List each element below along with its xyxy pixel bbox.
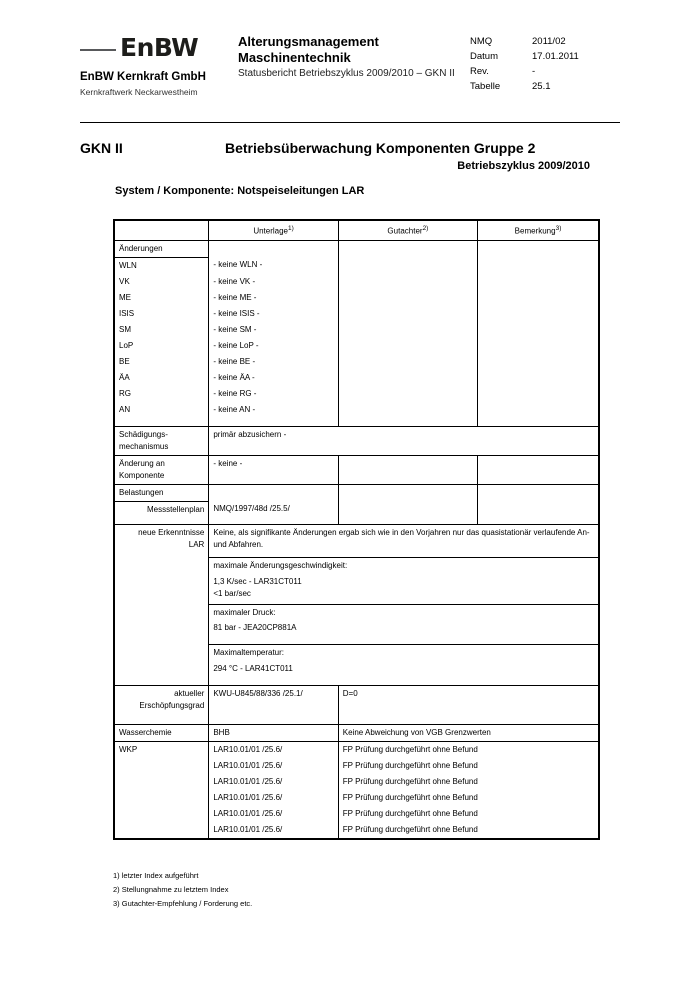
- table-row-schaedigungsmechanismus: [114, 426, 599, 455]
- cell-bemerkung: [478, 274, 599, 290]
- header-meta-block: [464, 34, 620, 94]
- cell-unterlage: - keine WLN -: [209, 257, 338, 274]
- block2-line3: <1 bar/sec: [213, 588, 251, 598]
- cell-bemerkung: [478, 338, 599, 354]
- row-label-neue-erkenntnisse: [114, 524, 209, 685]
- column-header-unterlage: [209, 220, 338, 240]
- cell-gutachter: [338, 322, 477, 338]
- table-row: [114, 322, 599, 338]
- row-label-an: AN: [114, 402, 209, 427]
- column-header-gutachter: [338, 220, 477, 240]
- cell-bemerkung: [478, 501, 599, 524]
- cell-wkp-label-blank: [114, 758, 209, 774]
- logo-dash-icon: [80, 49, 116, 51]
- table-row-belastungen: [114, 484, 599, 501]
- cell-belastung-block4: [209, 644, 599, 685]
- cell-wkp-gutachter-1: FP Prüfung durchgeführt ohne Befund: [338, 741, 599, 758]
- table-row: [114, 370, 599, 386]
- footnote-1: 1) letzter Index aufgeführt: [113, 871, 199, 880]
- table-row-wkp: [114, 741, 599, 758]
- unit-label: GKN II: [80, 140, 123, 156]
- table-row: [114, 402, 599, 427]
- cell-unterlage: - keine LoP -: [209, 338, 338, 354]
- footnote-marker-3: 3): [555, 225, 562, 232]
- header-subtitle: Statusbericht Betriebszyklus 2009/2010 – GKN II: [238, 68, 455, 79]
- schaedigung-label-line2: mechanismus: [119, 441, 169, 451]
- cell-wasserchemie-unterlage: BHB: [209, 724, 338, 741]
- cell-wkp-label-blank: [114, 806, 209, 822]
- plant-name: Kernkraftwerk Neckarwestheim: [80, 87, 198, 97]
- cell-unterlage: - keine BE -: [209, 354, 338, 370]
- table-row-neue-erkenntnisse: [114, 524, 599, 557]
- schaedigung-label-line1: Schädigungs-: [119, 429, 168, 439]
- cell-gutachter: [338, 386, 477, 402]
- cell-belastung-block3: [209, 604, 599, 644]
- cell-gutachter: [338, 354, 477, 370]
- cell-bemerkung: [478, 455, 599, 484]
- enbw-logo: [80, 34, 230, 62]
- footnote-marker-1: 1): [288, 225, 294, 232]
- cell-bemerkung: [478, 306, 599, 322]
- table-row: [114, 354, 599, 370]
- company-name: EnBW Kernkraft GmbH: [80, 71, 206, 83]
- meta-key-tabelle: Tabelle: [470, 81, 501, 92]
- cell-wasserchemie-gutachter: Keine Abweichung von VGB Grenzwerten: [338, 724, 599, 741]
- cycle-label: Betriebszyklus 2009/2010: [457, 160, 590, 172]
- cell-schaedigung-value: primär abzusichern -: [209, 426, 599, 455]
- cell-gutachter: [338, 370, 477, 386]
- footnotes-block: [113, 869, 252, 911]
- cell-bemerkung: [478, 322, 599, 338]
- cell-bemerkung: [478, 386, 599, 402]
- header-title-block: [230, 34, 464, 79]
- meta-row-nmq: [470, 34, 620, 49]
- table-row-wkp: [114, 806, 599, 822]
- block2-line1: maximale Änderungsgeschwindigkeit:: [213, 560, 348, 570]
- row-label-messstellenplan: Messstellenplan: [114, 501, 209, 524]
- cell-wkp-label-blank: [114, 790, 209, 806]
- header-title-line2: Maschinentechnik: [238, 50, 351, 65]
- section-label-wkp: WKP: [114, 741, 209, 758]
- block3-line2: 81 bar - JEA20CP881A: [213, 622, 297, 632]
- cell-gutachter: [338, 240, 477, 257]
- meta-key-nmq: NMQ: [470, 36, 493, 47]
- cell-gutachter: [338, 290, 477, 306]
- table-row-wkp: [114, 774, 599, 790]
- meta-row-rev: [470, 64, 620, 79]
- cell-neue-erkenntnisse-value: Keine, als signifikante Änderungen ergab sich wie in den Vorjahren nur das quasistationär verlaufende An- und Abfahren.: [209, 524, 599, 557]
- aenderung-komponente-label-line2: Komponente: [119, 470, 165, 480]
- cell-gutachter: [338, 484, 477, 501]
- table-row: [114, 257, 599, 274]
- cell-wkp-label-blank: [114, 822, 209, 839]
- table-row: [114, 274, 599, 290]
- meta-key-datum: Datum: [470, 51, 498, 62]
- table-row-wkp: [114, 822, 599, 839]
- table-row-erschoepfungsgrad: [114, 685, 599, 724]
- cell-wkp-unterlage-5: LAR10.01/01 /25.6/: [209, 806, 338, 822]
- cell-wkp-unterlage-4: LAR10.01/01 /25.6/: [209, 790, 338, 806]
- cell-wkp-gutachter-4: FP Prüfung durchgeführt ohne Befund: [338, 790, 599, 806]
- cell-bemerkung: [478, 402, 599, 427]
- cell-bemerkung: [478, 354, 599, 370]
- row-label-lop: LoP: [114, 338, 209, 354]
- table-header-row: [114, 220, 599, 240]
- cell-unterlage: [209, 240, 338, 257]
- table-row-messstellenplan: [114, 501, 599, 524]
- cell-wkp-unterlage-6: LAR10.01/01 /25.6/: [209, 822, 338, 839]
- meta-row-tabelle: [470, 79, 620, 94]
- row-label-aea: ÄA: [114, 370, 209, 386]
- cell-gutachter: [338, 257, 477, 274]
- footnote-3: 3) Gutachter-Empfehlung / Forderung etc.: [113, 899, 253, 908]
- document-header: [80, 34, 620, 97]
- table-row: [114, 386, 599, 402]
- row-label-sm: SM: [114, 322, 209, 338]
- row-label-rg: RG: [114, 386, 209, 402]
- table-row: [114, 240, 599, 257]
- logo-wordmark: EnBW: [120, 33, 199, 62]
- block3-line1: maximaler Druck:: [213, 607, 276, 617]
- cell-bemerkung: [478, 484, 599, 501]
- cell-gutachter: [338, 306, 477, 322]
- cell-bemerkung: [478, 370, 599, 386]
- row-label-be: BE: [114, 354, 209, 370]
- cell-erschoepfung-gutachter: D=0: [338, 685, 599, 724]
- row-label-erschoepfungsgrad: [114, 685, 209, 724]
- cell-unterlage: - keine SM -: [209, 322, 338, 338]
- cell-bemerkung: [478, 290, 599, 306]
- table-row: [114, 306, 599, 322]
- cell-erschoepfung-unterlage: KWU-U845/88/336 /25.1/: [209, 685, 338, 724]
- cell-unterlage: - keine ME -: [209, 290, 338, 306]
- row-label-me: ME: [114, 290, 209, 306]
- cell-belastung-block2: [209, 557, 599, 604]
- meta-value-rev: -: [532, 66, 536, 77]
- section-label-aenderungen: Änderungen: [114, 240, 209, 257]
- block4-line2: 294 °C - LAR41CT011: [213, 663, 293, 673]
- erschoepfung-label-line2: Erschöpfungsgrad: [139, 700, 205, 710]
- neue-erkenntnisse-label-line2: LAR: [188, 539, 205, 549]
- section-label-wasserchemie: Wasserchemie: [114, 724, 209, 741]
- header-title-line1: Alterungsmanagement: [238, 34, 379, 49]
- meta-value-tabelle: 25.1: [532, 81, 551, 92]
- block4-line1: Maximaltemperatur:: [213, 647, 285, 657]
- footnote-2: 2) Stellungnahme zu letztem Index: [113, 885, 229, 894]
- cell-wkp-unterlage-3: LAR10.01/01 /25.6/: [209, 774, 338, 790]
- cell-unterlage: - keine -: [209, 455, 338, 484]
- meta-value-nmq: 2011/02: [532, 36, 566, 47]
- cell-gutachter: [338, 455, 477, 484]
- system-component-label: System / Komponente: Notspeiseleitungen LAR: [115, 185, 365, 197]
- table-row-wasserchemie: [114, 724, 599, 741]
- row-label-wln: WLN: [114, 257, 209, 274]
- table-row-wkp: [114, 790, 599, 806]
- header-divider: [80, 122, 620, 123]
- cell-unterlage: - keine RG -: [209, 386, 338, 402]
- column-header-bemerkung: [478, 220, 599, 240]
- cell-bemerkung: [478, 240, 599, 257]
- table-row-aenderung-komponente: [114, 455, 599, 484]
- column-header-gutachter-label: Gutachter: [387, 226, 423, 236]
- cell-wkp-gutachter-5: FP Prüfung durchgeführt ohne Befund: [338, 806, 599, 822]
- column-header-unterlage-label: Unterlage: [253, 226, 288, 236]
- cell-unterlage: - keine ÄA -: [209, 370, 338, 386]
- header-brand-block: [80, 34, 230, 97]
- cell-wkp-gutachter-6: FP Prüfung durchgeführt ohne Befund: [338, 822, 599, 839]
- cell-gutachter: [338, 338, 477, 354]
- meta-value-datum: 17.01.2011: [532, 51, 579, 62]
- section-label-aenderung-komponente: [114, 455, 209, 484]
- row-label-isis: ISIS: [114, 306, 209, 322]
- cell-wkp-unterlage-1: LAR10.01/01 /25.6/: [209, 741, 338, 758]
- table-row-wkp: [114, 758, 599, 774]
- neue-erkenntnisse-label-line1: neue Erkenntnisse: [138, 527, 205, 537]
- cell-unterlage: - keine VK -: [209, 274, 338, 290]
- cell-wkp-gutachter-3: FP Prüfung durchgeführt ohne Befund: [338, 774, 599, 790]
- footnote-marker-2: 2): [422, 225, 429, 232]
- aenderung-komponente-label-line1: Änderung an: [119, 458, 165, 468]
- cell-gutachter: [338, 501, 477, 524]
- cell-gutachter: [338, 402, 477, 427]
- cell-wkp-label-blank: [114, 774, 209, 790]
- cell-unterlage: - keine AN -: [209, 402, 338, 427]
- row-label-vk: VK: [114, 274, 209, 290]
- cell-wkp-gutachter-2: FP Prüfung durchgeführt ohne Befund: [338, 758, 599, 774]
- title-block: [80, 140, 620, 197]
- table-row: [114, 338, 599, 354]
- header-blank-cell: [114, 220, 209, 240]
- section-label-belastungen: Belastungen: [114, 484, 209, 501]
- cell-gutachter: [338, 274, 477, 290]
- meta-row-datum: [470, 49, 620, 64]
- cell-wkp-unterlage-2: LAR10.01/01 /25.6/: [209, 758, 338, 774]
- section-label-schaedigungsmechanismus: [114, 426, 209, 455]
- meta-key-rev: Rev.: [470, 66, 489, 77]
- column-header-bemerkung-label: Bemerkung: [514, 226, 556, 236]
- page-title: Betriebsüberwachung Komponenten Gruppe 2: [225, 140, 536, 156]
- erschoepfung-label-line1: aktueller: [174, 688, 205, 698]
- cell-messstellenplan-unterlage: NMQ/1997/48d /25.5/: [209, 501, 338, 524]
- block2-line2: 1,3 K/sec - LAR31CT011: [213, 576, 302, 586]
- cell-unterlage: - keine ISIS -: [209, 306, 338, 322]
- table-row: [114, 290, 599, 306]
- cell-bemerkung: [478, 257, 599, 274]
- status-table: [113, 219, 600, 840]
- cell-unterlage: [209, 484, 338, 501]
